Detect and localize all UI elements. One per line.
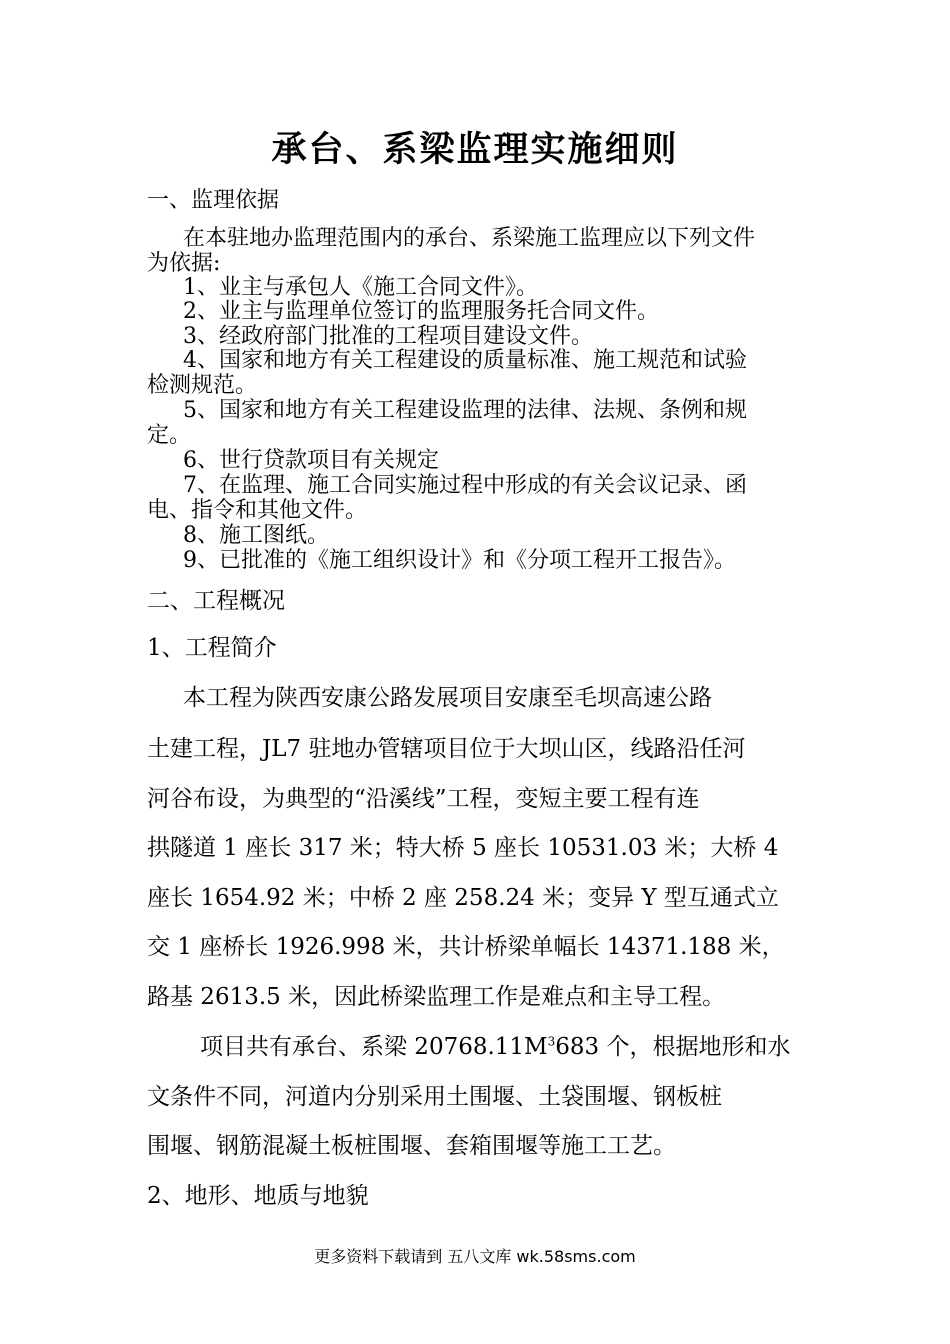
section-heading-basis: 一、监理依据 bbox=[147, 188, 280, 213]
list-item: 8、施工图纸。 bbox=[183, 523, 329, 548]
list-item: 7、在监理、施工合同实施过程中形成的有关会议记录、函 bbox=[183, 473, 747, 498]
list-item: 6、世行贷款项目有关规定 bbox=[183, 448, 439, 473]
paragraph-line: 土建工程，JL7 驻地办管辖项目位于大坝山区，线路沿任河 bbox=[147, 736, 746, 762]
paragraph-line: 拱隧道 1 座长 317 米；特大桥 5 座长 10531.03 米；大桥 4 bbox=[147, 835, 779, 861]
page-footer: 更多资料下载请到 五八文库 wk.58sms.com bbox=[314, 1247, 636, 1266]
list-item: 检测规范。 bbox=[147, 373, 258, 398]
paragraph-line: 座长 1654.92 米；中桥 2 座 258.24 米；变异 Y 型互通式立 bbox=[147, 885, 779, 911]
text-segment: 项目共有承台、系梁 20768.11M bbox=[200, 1034, 548, 1060]
paragraph-line: 文条件不同，河道内分别采用土围堰、土袋围堰、钢板桩 bbox=[147, 1084, 722, 1110]
subheading-terrain: 2、地形、地质与地貌 bbox=[147, 1183, 369, 1209]
paragraph-line: 交 1 座桥长 1926.998 米，共计桥梁单幅长 14371.188 米， bbox=[147, 934, 785, 960]
list-item: 定。 bbox=[147, 423, 192, 448]
list-item: 2、业主与监理单位签订的监理服务托合同文件。 bbox=[183, 299, 659, 324]
paragraph-line: 河谷布设，为典型的“沿溪线”工程，变短主要工程有连 bbox=[147, 786, 700, 812]
intro-line: 在本驻地办监理范围内的承台、系梁施工监理应以下列文件 bbox=[183, 226, 756, 251]
section-heading-overview: 二、工程概况 bbox=[147, 588, 285, 614]
list-item: 3、经政府部门批准的工程项目建设文件。 bbox=[183, 324, 593, 349]
paragraph-line: 本工程为陕西安康公路发展项目安康至毛坝高速公路 bbox=[183, 685, 712, 711]
list-item: 5、国家和地方有关工程建设监理的法律、法规、条例和规 bbox=[183, 398, 747, 423]
list-item: 电、指令和其他文件。 bbox=[147, 498, 368, 523]
paragraph-line: 路基 2613.5 米，因此桥梁监理工作是难点和主导工程。 bbox=[147, 984, 726, 1010]
intro-line: 为依据: bbox=[147, 251, 221, 276]
paragraph-line: 围堰、钢筋混凝土板桩围堰、套箱围堰等施工工艺。 bbox=[147, 1133, 676, 1159]
text-segment: 683 个，根据地形和水 bbox=[555, 1034, 791, 1060]
superscript: 3 bbox=[547, 1034, 556, 1049]
list-item: 1、业主与承包人《施工合同文件》。 bbox=[183, 275, 538, 300]
list-item: 9、已批准的《施工组织设计》和《分项工程开工报告》。 bbox=[183, 548, 736, 573]
paragraph-line bbox=[200, 1034, 790, 1060]
document-title: 承台、系梁监理实施细则 bbox=[271, 130, 679, 170]
subheading-intro: 1、工程简介 bbox=[147, 635, 277, 661]
list-item: 4、国家和地方有关工程建设的质量标准、施工规范和试验 bbox=[183, 348, 747, 373]
